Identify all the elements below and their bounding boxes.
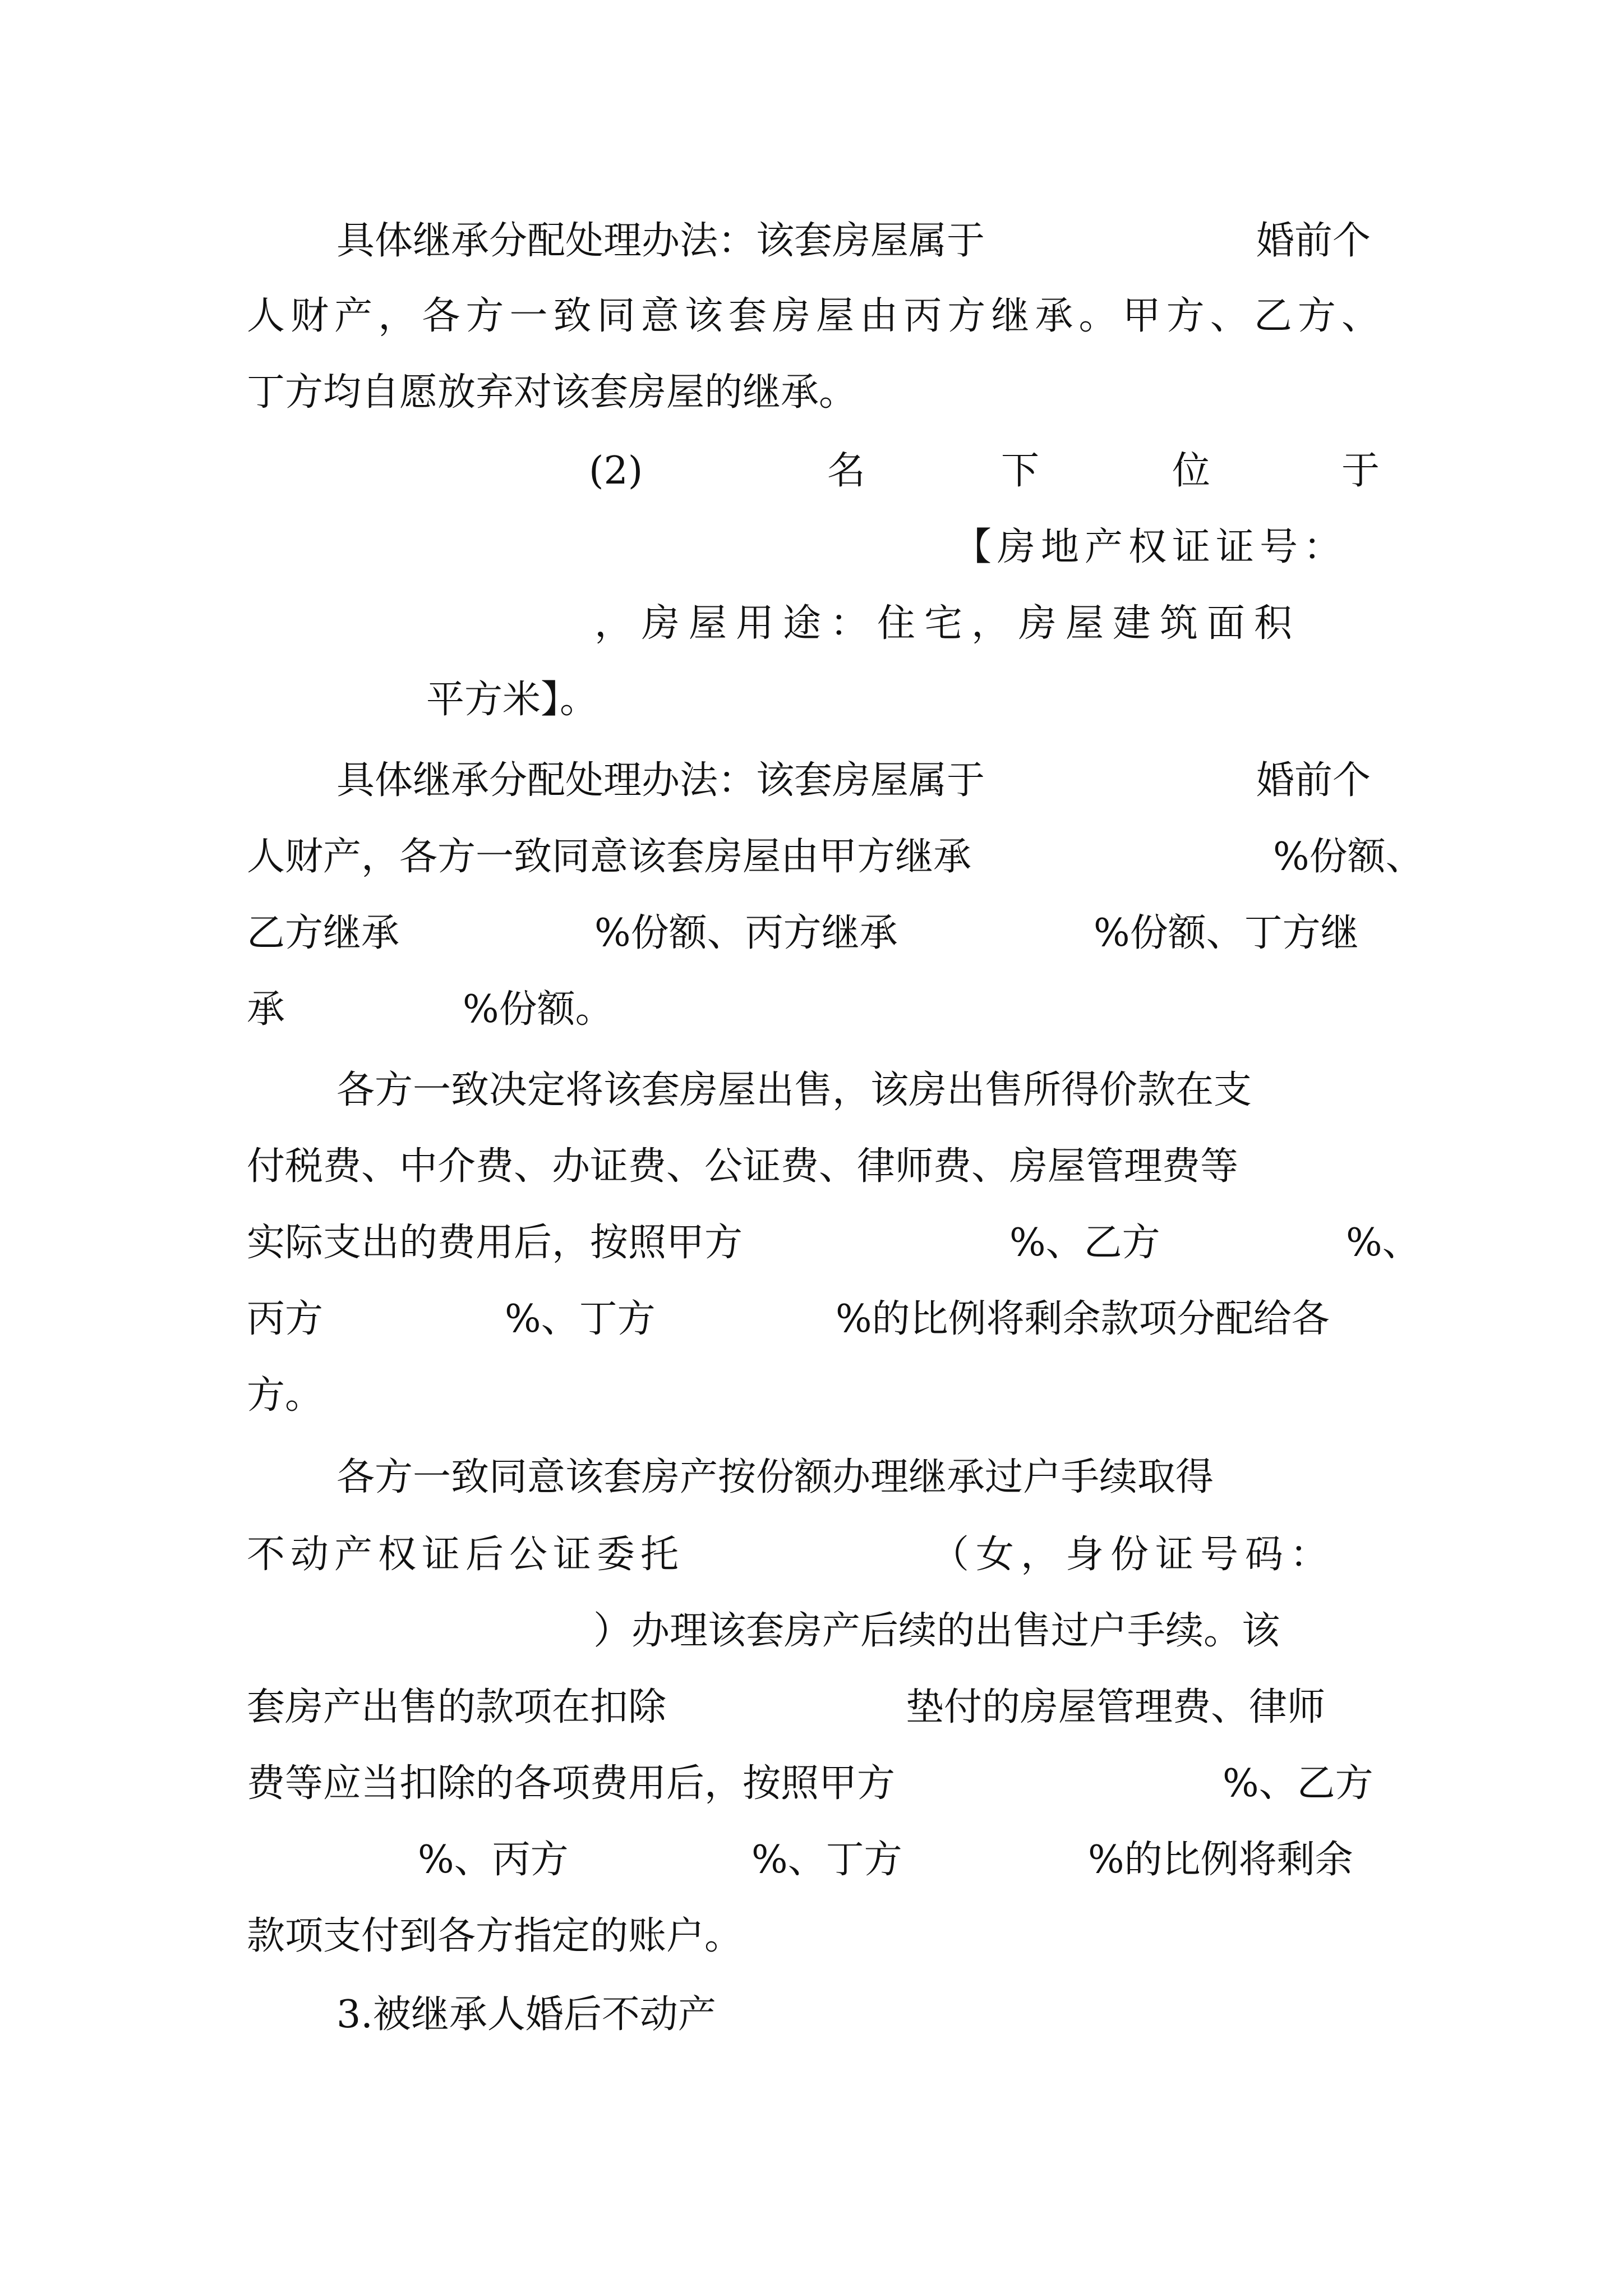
text: 【房地产权证证号： bbox=[953, 525, 1348, 569]
para3-line3 bbox=[247, 895, 1380, 972]
para4-line2: 付税费、中介费、办证费、公证费、律师费、房屋管理费等 bbox=[247, 1144, 1239, 1189]
text: 具体继承分配处理办法：该套房屋属于 bbox=[336, 219, 985, 263]
para4-line4 bbox=[247, 1281, 1380, 1358]
text: %、乙方 bbox=[1223, 1761, 1373, 1806]
text: 承 bbox=[247, 987, 285, 1032]
text: ，房屋用途：住宅，房屋建筑面积 bbox=[594, 601, 1302, 646]
para5-line3 bbox=[247, 1593, 1380, 1669]
text: 不动产权证后公证委托 bbox=[247, 1533, 685, 1577]
text: %份额、 bbox=[1273, 835, 1424, 879]
text: 实际支出的费用后，按照甲方 bbox=[247, 1221, 743, 1265]
text: %、丙方 bbox=[418, 1838, 569, 1882]
para5-line5 bbox=[247, 1746, 1380, 1822]
para5-line7: 款项支付到各方指定的账户。 bbox=[247, 1914, 743, 1958]
text: %、乙方 bbox=[1009, 1221, 1160, 1265]
para1-line3: 丁方均自愿放弃对该套房屋的继承。 bbox=[247, 370, 857, 415]
text: 丙方 bbox=[247, 1297, 324, 1341]
para3-line2 bbox=[247, 819, 1424, 895]
text: 人财产，各方一致同意该套房屋由甲方继承 bbox=[247, 835, 972, 879]
text: %、丁方 bbox=[505, 1297, 656, 1341]
text: %、 bbox=[1346, 1221, 1421, 1265]
para2-line1 bbox=[247, 433, 1380, 509]
para2-line3 bbox=[247, 586, 1380, 662]
text: 套房产出售的款项在扣除 bbox=[247, 1685, 667, 1729]
para3-line4 bbox=[247, 972, 1380, 1048]
para5-line1: 各方一致同意该套房产按份额办理继承过户手续取得 bbox=[336, 1455, 1214, 1499]
para5-line6 bbox=[247, 1822, 1380, 1898]
text: 具体继承分配处理办法：该套房屋属于 bbox=[336, 758, 985, 803]
text: %、丁方 bbox=[751, 1838, 902, 1882]
para2-line4 bbox=[247, 662, 1380, 738]
text: 乙方继承 bbox=[247, 911, 400, 955]
text: %的比例将剩余款项分配给各 bbox=[836, 1297, 1330, 1341]
text: 位 bbox=[1172, 449, 1211, 493]
para4-line1: 各方一致决定将该套房屋出售，该房出售所得价款在支 bbox=[336, 1068, 1252, 1112]
text: 婚前个 bbox=[1256, 758, 1371, 803]
text: 下 bbox=[1001, 449, 1040, 493]
text: ）办理该套房产后续的出售过户手续。该 bbox=[593, 1609, 1280, 1653]
para3-line1 bbox=[336, 743, 1380, 819]
text: %份额、丙方继承 bbox=[594, 911, 898, 955]
text: （女，身份证号码： bbox=[931, 1533, 1335, 1577]
para1-line1 bbox=[336, 203, 1380, 279]
para1-line2: 人财产，各方一致同意该套房屋由丙方继承。甲方、乙方、 bbox=[247, 294, 1380, 338]
text: 平方米】。 bbox=[426, 678, 598, 722]
text: 费等应当扣除的各项费用后，按照甲方 bbox=[247, 1761, 896, 1806]
text: 名 bbox=[827, 449, 866, 493]
para4-line3 bbox=[247, 1205, 1421, 1281]
text: 于 bbox=[1341, 449, 1380, 493]
para5-line2 bbox=[247, 1517, 1380, 1593]
text: %的比例将剩余 bbox=[1088, 1838, 1353, 1882]
text: 垫付的房屋管理费、律师 bbox=[906, 1685, 1326, 1729]
item-number: (2) bbox=[589, 449, 643, 493]
section-heading: 3.被继承人婚后不动产 bbox=[336, 1993, 716, 2037]
para2-line2 bbox=[247, 509, 1380, 586]
para5-line4 bbox=[247, 1669, 1380, 1746]
para4-line5: 方。 bbox=[247, 1373, 324, 1418]
text: %份额。 bbox=[463, 987, 614, 1032]
text: 婚前个 bbox=[1256, 219, 1371, 263]
text: %份额、丁方继 bbox=[1094, 911, 1359, 955]
